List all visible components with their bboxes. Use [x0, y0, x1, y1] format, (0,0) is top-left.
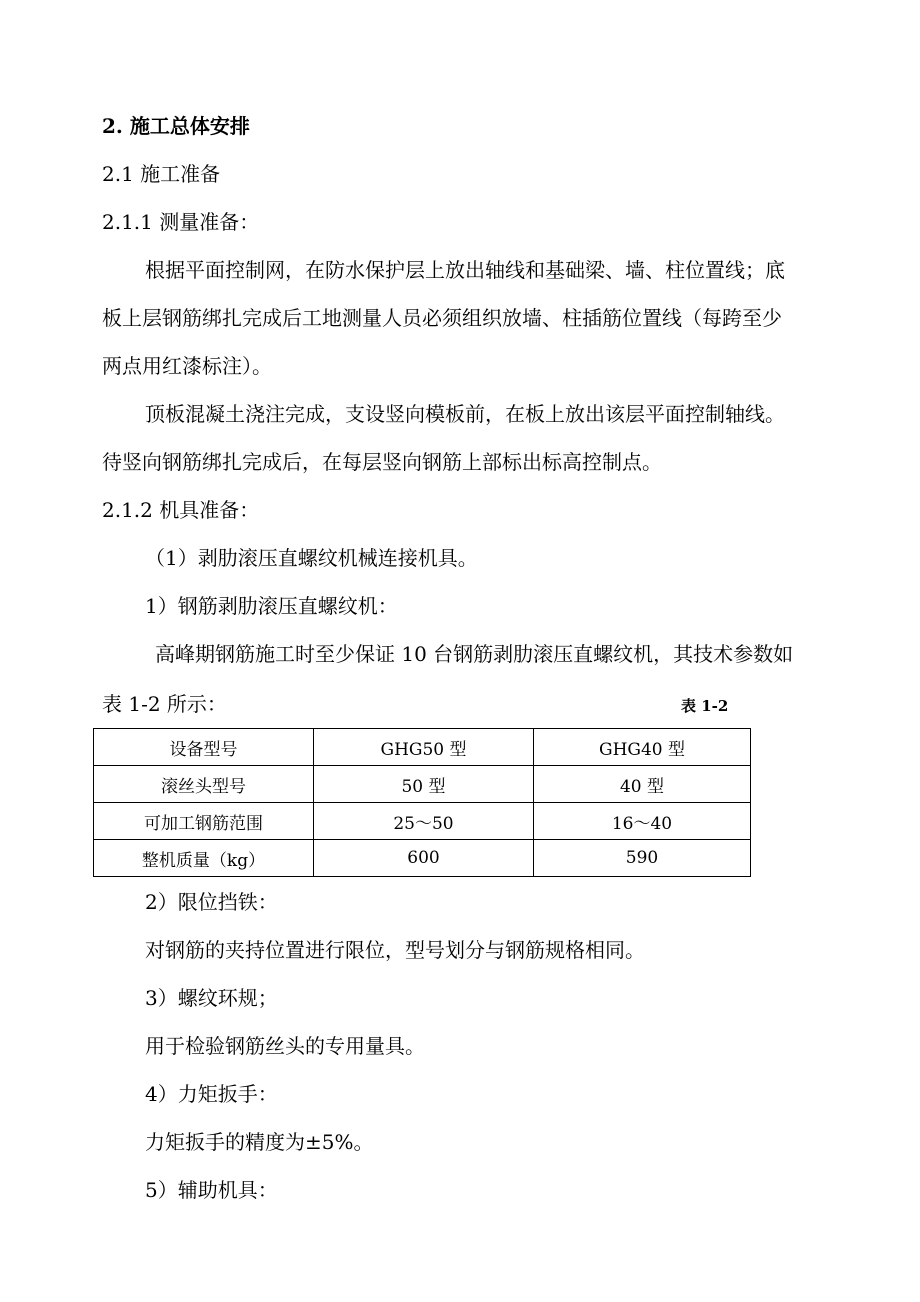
paragraph-line: 对钢筋的夹持位置进行限位，型号划分与钢筋规格相同。 [145, 938, 645, 962]
table-cell: 590 [534, 840, 751, 877]
paragraph-line: 力矩扳手的精度为±5%。 [145, 1130, 374, 1154]
paragraph-line: 板上层钢筋绑扎完成后工地测量人员必须组织放墙、柱插筋位置线（每跨至少 [102, 306, 782, 330]
list-item: 5）辅助机具： [145, 1178, 278, 1202]
paragraph-line: 表 1-2 所示： [102, 692, 227, 716]
list-item: 3）螺纹环规； [145, 986, 278, 1010]
paragraph-line: 根据平面控制网，在防水保护层上放出轴线和基础梁、墙、柱位置线；底 [145, 258, 785, 282]
table-cell: 25～50 [314, 803, 534, 840]
subsection-title: 2.1.2 机具准备： [102, 498, 260, 522]
paragraph-line: 高峰期钢筋施工时至少保证 10 台钢筋剥肋滚压直螺纹机，其技术参数如 [155, 642, 794, 666]
paragraph-line: 待竖向钢筋绑扎完成后，在每层竖向钢筋上部标出标高控制点。 [102, 450, 662, 474]
paragraph-line: 两点用红漆标注）。 [102, 354, 272, 378]
list-item: 1）钢筋剥肋滚压直螺纹机： [145, 594, 398, 618]
table-cell: 40 型 [534, 766, 751, 803]
table-cell: GHG50 型 [314, 729, 534, 766]
table-row [94, 729, 751, 766]
table-cell: 整机质量（kg） [94, 840, 314, 877]
table-cell: 设备型号 [94, 729, 314, 766]
section-heading: 2. 施工总体安排 [102, 114, 250, 138]
subsection-title: 2.1 施工准备 [102, 162, 221, 186]
table-row [94, 766, 751, 803]
table-cell: 600 [314, 840, 534, 877]
table-cell: GHG40 型 [534, 729, 751, 766]
table-cell: 可加工钢筋范围 [94, 803, 314, 840]
table-cell: 16～40 [534, 803, 751, 840]
list-item: 4）力矩扳手： [145, 1082, 278, 1106]
subsection-title: 2.1.1 测量准备： [102, 210, 260, 234]
paragraph-line: 用于检验钢筋丝头的专用量具。 [145, 1034, 425, 1058]
table-cell: 滚丝头型号 [94, 766, 314, 803]
list-item: （1）剥肋滚压直螺纹机械连接机具。 [145, 546, 478, 570]
table-caption: 表 1-2 [681, 697, 729, 715]
list-item: 2）限位挡铁： [145, 890, 278, 914]
table-row [94, 840, 751, 877]
spec-table [93, 728, 751, 877]
table-cell: 50 型 [314, 766, 534, 803]
paragraph-line: 顶板混凝土浇注完成，支设竖向模板前，在板上放出该层平面控制轴线。 [145, 402, 785, 426]
table-row [94, 803, 751, 840]
